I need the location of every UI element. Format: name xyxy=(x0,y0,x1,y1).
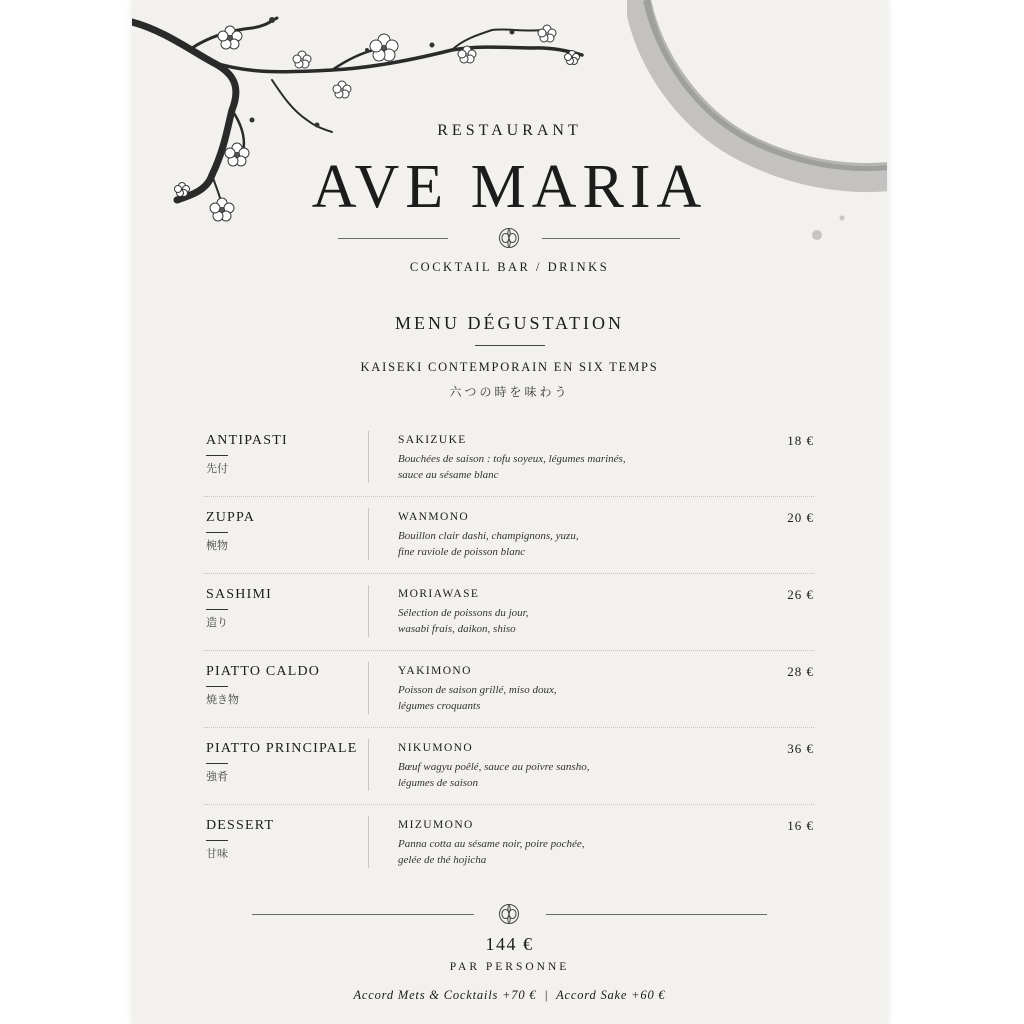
course-category: PIATTO PRINCIPALE xyxy=(206,741,358,756)
course-category-japanese: 造り xyxy=(206,616,228,629)
menu-title-rule xyxy=(475,345,545,346)
row-separator xyxy=(204,496,814,497)
course-description xyxy=(398,528,718,560)
course-category: SASHIMI xyxy=(206,587,272,602)
mizuhiki-knot-icon xyxy=(498,903,520,925)
per-person-label: PAR PERSONNE xyxy=(449,961,570,973)
description-line: gelée de thé hojicha xyxy=(398,854,487,866)
menu-subtitle-japanese: 六つの時を味わう xyxy=(449,385,570,399)
category-rule xyxy=(206,763,228,764)
description-line: Bouchées de saison : tofu soyeux, légumes marinés, xyxy=(398,453,626,465)
ornament-line-left xyxy=(338,238,448,239)
pairing-options: Accord Mets & Cocktails +70 € | Accord Sake +60 € xyxy=(353,988,666,1002)
description-line: fine raviole de poisson blanc xyxy=(398,546,526,558)
course-price: 26 € xyxy=(787,587,814,602)
footer-line-left xyxy=(252,914,474,915)
row-separator xyxy=(204,727,814,728)
course-category-japanese: 先付 xyxy=(206,462,228,475)
course-description xyxy=(398,682,718,714)
course-dish: MIZUMONO xyxy=(398,819,474,831)
course-dish: SAKIZUKE xyxy=(398,434,467,446)
course-category: PIATTO CALDO xyxy=(206,664,321,679)
course-row xyxy=(204,741,814,818)
footer-line-right xyxy=(546,914,767,915)
course-dish: NIKUMONO xyxy=(398,742,474,754)
description-line: légumes croquants xyxy=(398,700,481,712)
column-divider xyxy=(368,431,369,483)
course-description xyxy=(398,836,718,868)
course-row xyxy=(204,433,814,510)
description-line: Poisson de saison grillé, miso doux, xyxy=(398,684,557,696)
course-row xyxy=(204,510,814,587)
category-rule xyxy=(206,455,228,456)
course-price: 36 € xyxy=(787,741,814,756)
course-price: 20 € xyxy=(787,510,814,525)
description-line: wasabi frais, daikon, shiso xyxy=(398,623,516,635)
course-dish: YAKIMONO xyxy=(398,665,472,677)
description-line: Panna cotta au sésame noir, poire pochée, xyxy=(398,838,585,850)
course-category-japanese: 強肴 xyxy=(206,770,228,783)
menu-page xyxy=(132,0,887,1024)
course-description xyxy=(398,759,718,791)
column-divider xyxy=(368,662,369,714)
course-dish: MORIAWASE xyxy=(398,588,480,600)
row-separator xyxy=(204,804,814,805)
menu-total-price: 144 € xyxy=(485,934,534,954)
course-category: ZUPPA xyxy=(206,510,256,525)
category-rule xyxy=(206,686,228,687)
description-line: Bœuf wagyu poêlé, sauce au poivre sansho, xyxy=(398,761,590,773)
course-price: 18 € xyxy=(787,433,814,448)
description-line: sauce au sésame blanc xyxy=(398,469,499,481)
course-category: DESSERT xyxy=(206,818,275,833)
course-category: ANTIPASTI xyxy=(206,433,288,448)
restaurant-subtitle: COCKTAIL BAR / DRINKS xyxy=(409,260,610,274)
row-separator xyxy=(204,650,814,651)
course-description xyxy=(398,451,718,483)
course-description xyxy=(398,605,718,637)
course-row xyxy=(204,587,814,664)
column-divider xyxy=(368,585,369,637)
mizuhiki-knot-icon xyxy=(498,227,520,249)
row-separator xyxy=(204,573,814,574)
column-divider xyxy=(368,508,369,560)
course-category-japanese: 椀物 xyxy=(206,539,228,552)
column-divider xyxy=(368,816,369,868)
ornament-line-right xyxy=(542,238,680,239)
course-dish: WANMONO xyxy=(398,511,470,523)
category-rule xyxy=(206,609,228,610)
description-line: Sélection de poissons du jour, xyxy=(398,607,529,619)
course-category-japanese: 甘味 xyxy=(206,847,228,860)
category-rule xyxy=(206,532,228,533)
menu-title: MENU DÉGUSTATION xyxy=(394,313,625,333)
course-price: 28 € xyxy=(787,664,814,679)
restaurant-kicker: RESTAURANT xyxy=(437,122,582,139)
course-row xyxy=(204,818,814,895)
menu-subtitle: KAISEKI CONTEMPORAIN EN SIX TEMPS xyxy=(360,360,659,374)
description-line: Bouillon clair dashi, champignons, yuzu, xyxy=(398,530,579,542)
description-line: légumes de saison xyxy=(398,777,479,789)
category-rule xyxy=(206,840,228,841)
column-divider xyxy=(368,739,369,791)
course-price: 16 € xyxy=(787,818,814,833)
restaurant-name: AVE MARIA xyxy=(311,153,708,221)
course-row xyxy=(204,664,814,741)
course-category-japanese: 焼き物 xyxy=(206,693,239,706)
